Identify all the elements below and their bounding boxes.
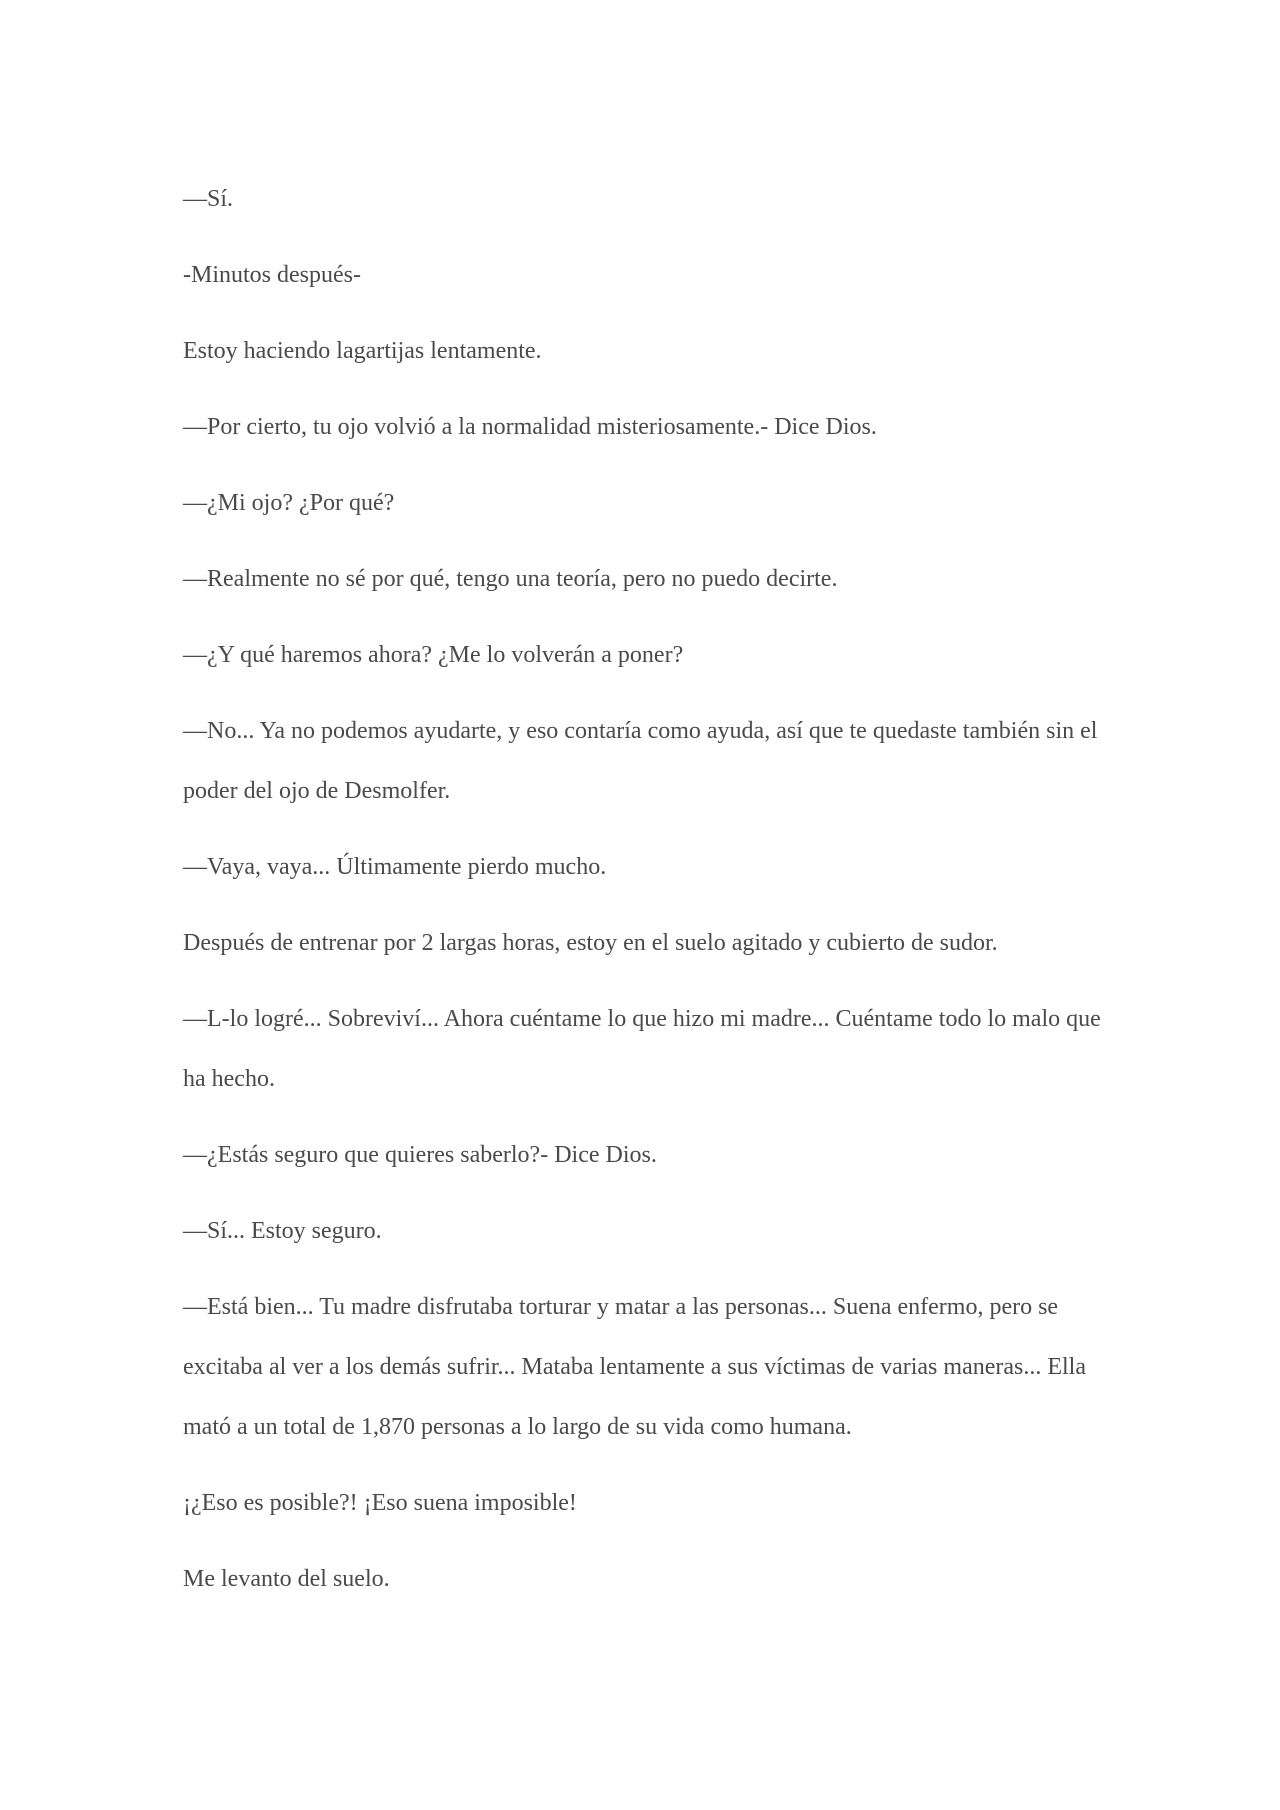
paragraph: Después de entrenar por 2 largas horas, estoy en el suelo agitado y cubierto de sudor. <box>183 930 998 956</box>
paragraph: —No... Ya no podemos ayudarte, y eso contaría como ayuda, así que te quedaste también sin el poder del ojo de Desmolfer. <box>183 718 1098 804</box>
paragraph: —¿Mi ojo? ¿Por qué? <box>183 490 395 516</box>
paragraph: Me levanto del suelo. <box>183 1566 390 1592</box>
paragraph: —¿Y qué haremos ahora? ¿Me lo volverán a poner? <box>183 642 684 668</box>
paragraph: —Vaya, vaya... Últimamente pierdo mucho. <box>183 854 607 880</box>
paragraph: ¡¿Eso es posible?! ¡Eso suena imposible! <box>183 1490 577 1516</box>
paragraph: —Está bien... Tu madre disfrutaba torturar y matar a las personas... Suena enfermo, pero se excitaba al ver a los demás sufrir... Mataba lentamente a sus víctimas de varias maneras... Ella mató a un total de 1,870 personas a lo largo de su vida como humana. <box>183 1294 1086 1440</box>
paragraph: —Sí... Estoy seguro. <box>183 1218 382 1244</box>
paragraph: —¿Estás seguro que quieres saberlo?- Dice Dios. <box>183 1142 657 1168</box>
paragraph: —Por cierto, tu ojo volvió a la normalidad misteriosamente.- Dice Dios. <box>183 414 877 440</box>
paragraph: —L-lo logré... Sobreviví... Ahora cuéntame lo que hizo mi madre... Cuéntame todo lo malo que ha hecho. <box>183 1006 1101 1092</box>
paragraph: —Sí. <box>183 186 234 212</box>
paragraph: -Minutos después- <box>183 262 361 288</box>
paragraph: Estoy haciendo lagartijas lentamente. <box>183 338 542 364</box>
paragraph: —Realmente no sé por qué, tengo una teoría, pero no puedo decirte. <box>183 566 838 592</box>
